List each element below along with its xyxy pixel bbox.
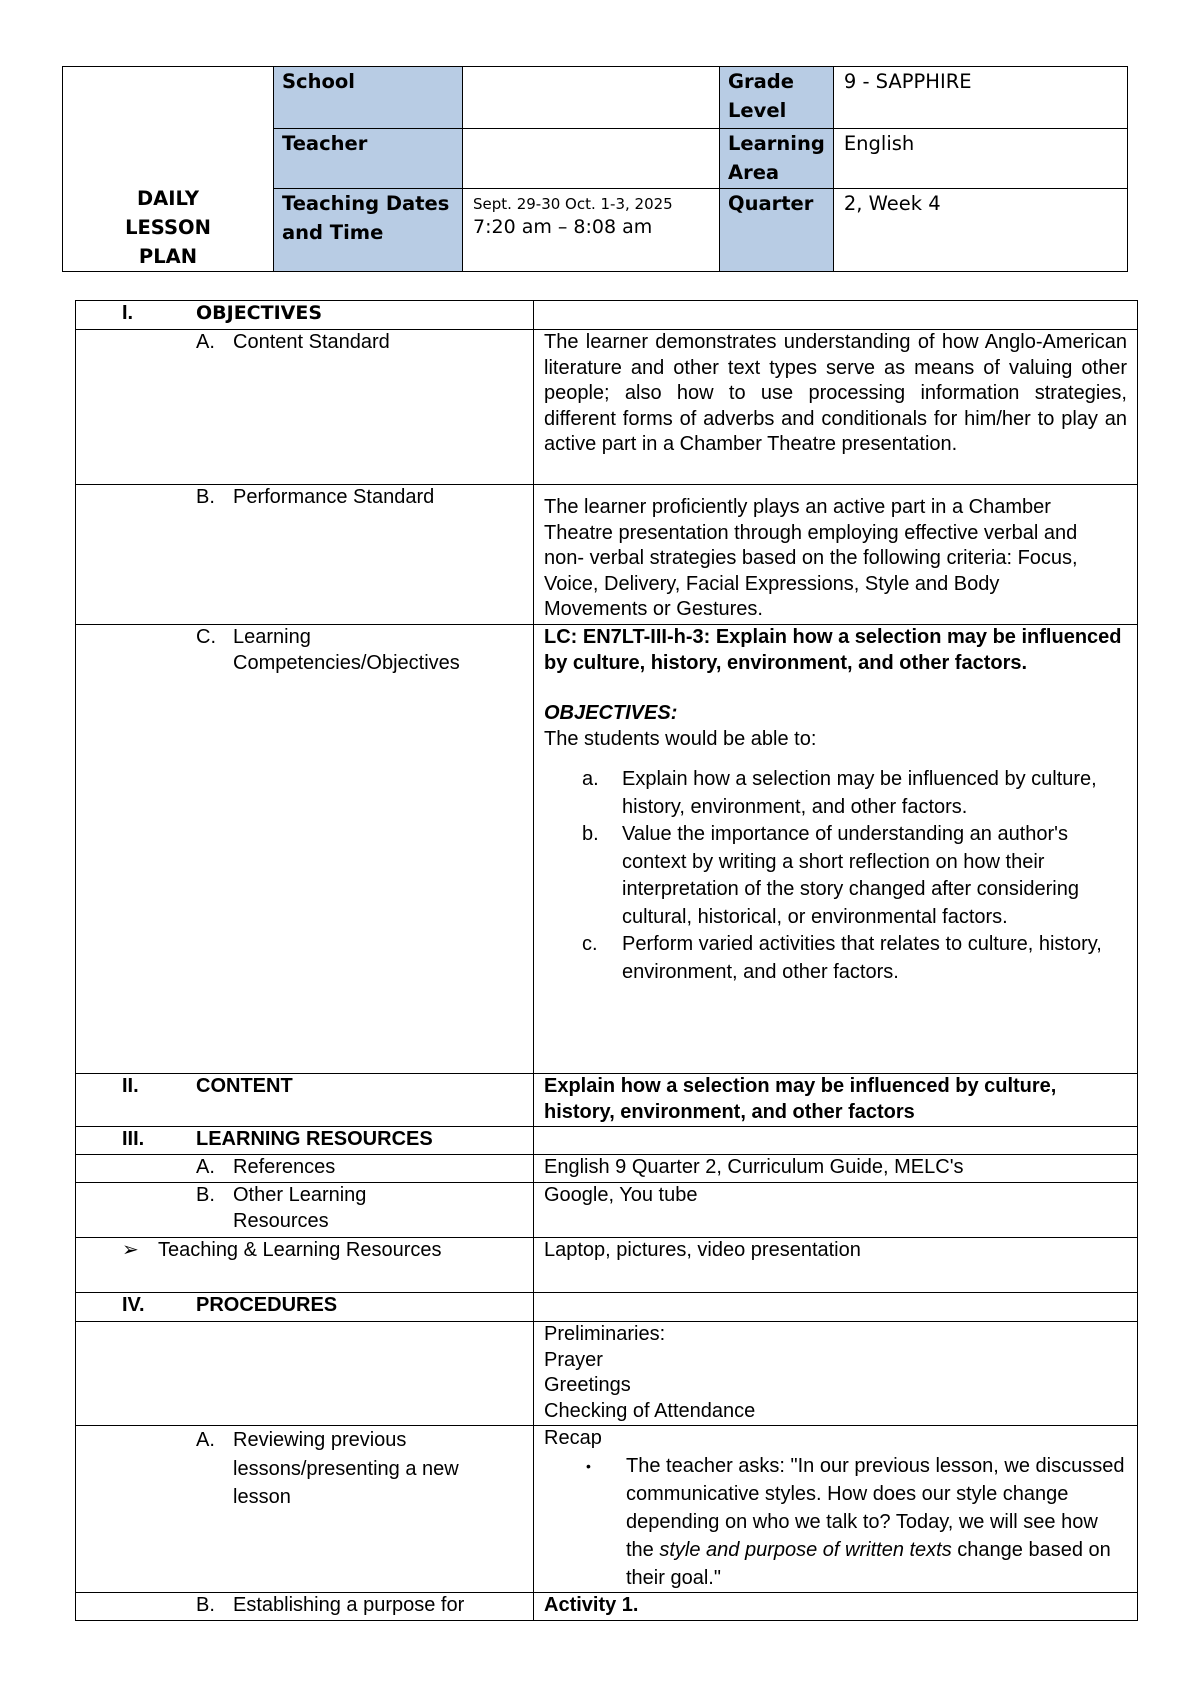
review-row: A. Reviewing previous lessons/presenting a new lesson Recap • The teacher asks: "In our previous lesson, we discussed communicative styles. How does our style change depending on who we talk to? Today, we will see how the style and purpose of written texts change based on their goal."	[76, 1426, 1138, 1593]
review-bullets	[544, 1452, 1127, 1592]
objectives-intro: The students would be able to:	[544, 727, 817, 750]
other-resources-label: Other Learning Resources	[233, 1184, 367, 1232]
list-item	[582, 1452, 1127, 1592]
content-title: CONTENT	[196, 1075, 293, 1097]
quarter-value: 2, Week 4	[833, 189, 1127, 272]
preliminaries-greetings: Greetings	[544, 1374, 631, 1396]
grade-level-label: Grade Level	[720, 67, 834, 129]
learning-area-label: Learning Area	[720, 129, 834, 189]
content-standard-letter: A.	[196, 331, 215, 353]
arrow-bullet-icon: ➢	[122, 1239, 139, 1261]
teaching-time-value: 7:20 am – 8:08 am	[473, 216, 653, 238]
content-standard-row	[76, 330, 1138, 485]
objectives-list	[544, 766, 1127, 986]
learning-competency-code: LC: EN7LT-III-h-3: Explain how a selection may be influenced by culture, history, environment, and other factors.	[544, 626, 1122, 674]
competencies-label: Learning Competencies/Objectives	[233, 626, 460, 674]
procedures-title: PROCEDURES	[196, 1294, 338, 1316]
resources-title: LEARNING RESOURCES	[196, 1128, 433, 1150]
grade-level-value: 9 - SAPPHIRE	[833, 67, 1127, 129]
recap-label: Recap	[544, 1427, 602, 1449]
preliminaries-attendance: Checking of Attendance	[544, 1399, 756, 1422]
teaching-resources-text: Laptop, pictures, video presentation	[534, 1238, 1138, 1293]
doc-title-text: DAILY LESSON PLAN	[125, 187, 211, 268]
content-text: Explain how a selection may be influenced by culture, history, environment, and other factors	[534, 1074, 1138, 1127]
performance-standard-letter: B.	[196, 486, 215, 508]
performance-standard-cell	[534, 485, 1138, 625]
procedures-header-row	[76, 1293, 1138, 1322]
performance-standard-text: The learner proficiently plays an active part in a Chamber Theatre presentation through employing effective verbal and non- verbal strategies based on the following criteria: Focus, Voice, Delivery, Facial Expressions, Style and Body Movements or Gestures.	[544, 496, 1078, 620]
review-bullet-text: The teacher asks: "In our previous lesson, we discussed communicative styles. How does our style change depending on who we talk to? Today, we will see how the style and purpose of written texts change based on their goal."	[626, 1454, 1125, 1589]
preliminaries-row	[76, 1322, 1138, 1426]
competencies-row	[76, 625, 1138, 1074]
preliminaries-heading: Preliminaries:	[544, 1323, 666, 1345]
teaching-dates-cell	[463, 189, 720, 272]
resources-header-row	[76, 1127, 1138, 1155]
resources-number: III.	[122, 1128, 145, 1150]
purpose-label: Establishing a purpose for	[233, 1594, 465, 1616]
list-item: c. Perform varied activities that relates to culture, history, environment, and other factors.	[582, 933, 1102, 983]
review-label: Reviewing previous lessons/presenting a new lesson	[233, 1429, 459, 1508]
performance-standard-row	[76, 485, 1138, 625]
performance-standard-label: Performance Standard	[233, 486, 435, 508]
teacher-label: Teacher	[274, 129, 463, 189]
purpose-row: B. Establishing a purpose for Activity 1.	[76, 1593, 1138, 1621]
activity-1-label: Activity 1.	[534, 1593, 1138, 1621]
other-resources-text: Google, You tube	[534, 1183, 1138, 1238]
teaching-resources-label: Teaching & Learning Resources	[158, 1239, 442, 1261]
content-number: II.	[122, 1075, 139, 1097]
bullet-icon: •	[586, 1457, 591, 1474]
objectives-heading: OBJECTIVES:	[544, 702, 678, 724]
review-cell	[534, 1426, 1138, 1593]
references-label: References	[233, 1156, 336, 1178]
learning-area-value: English	[833, 129, 1127, 189]
list-item: a. Explain how a selection may be influenced by culture, history, environment, and other factors.	[582, 768, 1097, 818]
references-text: English 9 Quarter 2, Curriculum Guide, MELC's	[534, 1155, 1138, 1183]
lesson-plan-table	[75, 300, 1138, 1621]
references-row: A. References English 9 Quarter 2, Curriculum Guide, MELC's	[76, 1155, 1138, 1183]
school-value	[463, 67, 720, 129]
objectives-title: OBJECTIVES	[196, 302, 323, 324]
teaching-resources-row	[76, 1238, 1138, 1293]
procedures-number: IV.	[122, 1294, 145, 1316]
objectives-header-row	[76, 301, 1138, 330]
competencies-cell	[534, 625, 1138, 1074]
school-label: School	[274, 67, 463, 129]
content-standard-text: The learner demonstrates understanding of how Anglo-American literature and other text types serve as means of valuing other people; also how to use processing information strategies, different forms of adverbs and conditionals for him/her to play an active part in a Chamber Theatre presentation.	[534, 330, 1138, 485]
doc-title	[63, 67, 274, 272]
teacher-value	[463, 129, 720, 189]
competencies-letter: C.	[196, 626, 216, 648]
content-standard-label: Content Standard	[233, 331, 390, 353]
list-item: b. Value the importance of understanding an author's context by writing a short reflection on how their interpretation of the story changed after considering cultural, historical, or environmental factors.	[582, 823, 1079, 928]
other-resources-row: B. Other Learning Resources Google, You tube	[76, 1183, 1138, 1238]
preliminaries-cell	[534, 1322, 1138, 1426]
teaching-dates-label: Teaching Dates and Time	[274, 189, 463, 272]
teaching-dates-value: Sept. 29-30 Oct. 1-3, 2025	[473, 195, 673, 213]
quarter-label: Quarter	[720, 189, 834, 272]
content-row	[76, 1074, 1138, 1127]
objectives-number: I.	[122, 302, 134, 324]
preliminaries-prayer: Prayer	[544, 1348, 603, 1371]
header-table	[62, 66, 1128, 272]
